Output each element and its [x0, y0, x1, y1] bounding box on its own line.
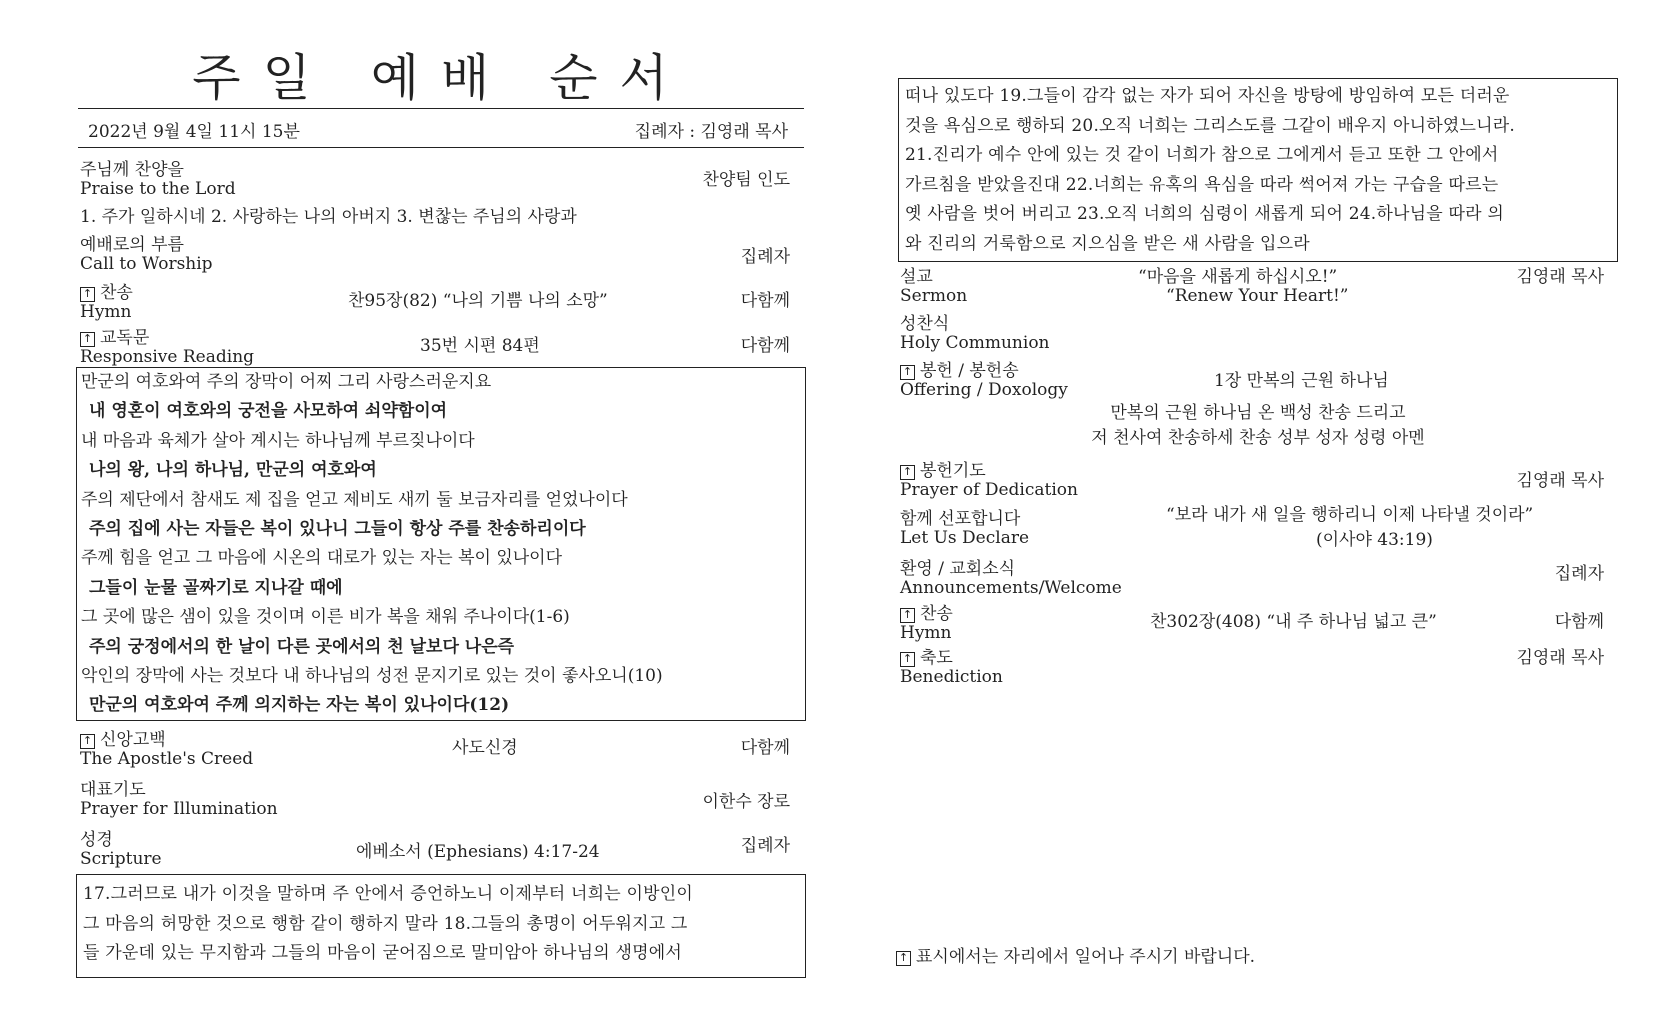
reading-line: 악인의 장막에 사는 것보다 내 하나님의 성전 문지기로 있는 것이 좋사오니(10): [81, 665, 663, 686]
stand-up-icon: ↑: [900, 365, 915, 380]
stand-up-icon: ↑: [900, 652, 915, 667]
scripture-ko: 성경: [80, 830, 113, 850]
call-leader: 집례자: [740, 247, 790, 267]
hymn2-en: Hymn: [900, 623, 952, 643]
scripture-line: 것을 욕심으로 행하되 20.오직 너희는 그리스도를 그같이 배우지 아니하였느니라.: [905, 115, 1515, 136]
creed-who: 다함께: [740, 738, 790, 758]
standing-footnote: [896, 942, 1255, 967]
stand-up-icon: ↑: [900, 465, 915, 480]
responsive-ko: 교독문: [100, 328, 150, 348]
scripture-line: 떠나 있도다 19.그들이 감각 없는 자가 되어 자신을 방탕에 방임하여 모든 더러운: [905, 86, 1510, 106]
welcome-en: Announcements/Welcome: [900, 578, 1122, 598]
responsive-en: Responsive Reading: [80, 347, 255, 367]
offering-ko: 봉헌 / 봉헌송: [920, 361, 1019, 381]
hymn2-title: 찬302장(408) “내 주 하나님 넓고 큰”: [1150, 612, 1437, 632]
reading-line: 주의 궁정에서의 한 날이 다른 곳에서의 천 날보다 나은즉: [89, 636, 515, 657]
hymn1-ko: 찬송: [100, 283, 133, 303]
scripture-line: 17.그러므로 내가 이것을 말하며 주 안에서 증언하노니 이제부터 너희는 이방인이: [83, 884, 693, 904]
scripture-line: 와 진리의 거룩함으로 지으심을 받은 새 사람을 입으라: [905, 233, 1310, 254]
page-title: 주일 예배 순서: [192, 49, 690, 107]
praise-ko: 주님께 찬양을: [80, 160, 184, 180]
stand-up-icon: ↑: [80, 332, 95, 347]
creed-en: The Apostle's Creed: [80, 749, 254, 769]
hymn2-ko: 찬송: [920, 604, 953, 624]
stand-up-icon: ↑: [896, 951, 911, 966]
service-date: 2022년 9월 4일 11시 15분: [88, 122, 300, 142]
creed-mid: 사도신경: [452, 738, 518, 758]
responsive-who: 다함께: [740, 336, 790, 356]
reading-line: 그들이 눈물 골짜기로 지나갈 때에: [89, 577, 343, 598]
service-leader: 집례자 : 김영래 목사: [634, 122, 788, 142]
stand-up-icon: ↑: [900, 608, 915, 623]
prayer-en: Prayer for Illumination: [80, 799, 278, 819]
responsive-passage: 35번 시편 84편: [420, 336, 540, 356]
scripture-continued-box: [898, 78, 1618, 262]
creed-ko: 신앙고백: [100, 730, 166, 750]
date-line: [78, 108, 804, 148]
footnote-text: 표시에서는 자리에서 일어나 주시기 바랍니다.: [916, 947, 1256, 967]
prayer-ko: 대표기도: [80, 780, 146, 800]
reading-line: 나의 왕, 나의 하나님, 만군의 여호와여: [89, 460, 377, 481]
benediction-en: Benediction: [900, 667, 1003, 687]
scripture-text-box: [76, 874, 806, 978]
declare-en: Let Us Declare: [900, 528, 1030, 548]
scripture-passage: 에베소서 (Ephesians) 4:17-24: [356, 842, 600, 862]
reading-line: 내 마음과 육체가 살아 계시는 하나님께 부르짖나이다: [81, 430, 475, 451]
reading-line: 주의 제단에서 참새도 제 집을 얻고 제비도 새끼 둘 보금자리를 얻었나이다: [81, 489, 628, 510]
declare-verse: “보라 내가 새 일을 행하리니 이제 나타낼 것이라”: [1166, 505, 1534, 525]
praise-en: Praise to the Lord: [80, 179, 236, 199]
sermon-title-ko: “마음을 새롭게 하십시오!”: [1138, 267, 1338, 287]
praise-songs: 1. 주가 일하시네 2. 사랑하는 나의 아버지 3. 변찮는 주님의 사랑과: [80, 207, 577, 227]
benediction-who: 김영래 목사: [1516, 648, 1604, 668]
responsive-reading-box: [76, 367, 806, 721]
reading-line: 내 영혼이 여호와의 궁전을 사모하여 쇠약함이여: [89, 401, 448, 422]
doxology-line-2: 저 천사여 찬송하세 찬송 성부 성자 성령 아멘: [1091, 428, 1425, 448]
declare-reference: (이사야 43:19): [1316, 530, 1433, 550]
offering-hymn: 1장 만복의 근원 하나님: [1214, 371, 1389, 391]
communion-en: Holy Communion: [900, 333, 1050, 353]
communion-ko: 성찬식: [900, 314, 950, 334]
hymn1-title: 찬95장(82) “나의 기쁨 나의 소망”: [348, 291, 608, 311]
hymn1-who: 다함께: [740, 291, 790, 311]
stand-up-icon: ↑: [80, 287, 95, 302]
prayer-who: 이한수 장로: [702, 792, 790, 812]
reading-line: 그 곳에 많은 샘이 있을 것이며 이른 비가 복을 채워 주나이다(1-6): [81, 607, 570, 628]
reading-line: 주의 집에 사는 자들은 복이 있나니 그들이 항상 주를 찬송하리이다: [89, 518, 586, 539]
scripture-line: 들 가운데 있는 무지함과 그들의 마음이 굳어짐으로 말미암아 하나님의 생명에서: [83, 943, 682, 963]
sermon-ko: 설교: [900, 267, 933, 287]
scripture-en: Scripture: [80, 849, 162, 869]
call-en: Call to Worship: [80, 254, 213, 274]
reading-line: 만군의 여호와여 주께 의지하는 자는 복이 있나이다(12): [89, 695, 510, 716]
dedication-ko: 봉헌기도: [920, 461, 986, 481]
sermon-title-en: “Renew Your Heart!”: [1166, 286, 1349, 306]
scripture-who: 집례자: [740, 836, 790, 856]
benediction-ko: 축도: [920, 648, 953, 668]
stand-up-icon: ↑: [80, 734, 95, 749]
reading-line: 주께 힘을 얻고 그 마음에 시온의 대로가 있는 자는 복이 있나이다: [81, 548, 563, 569]
reading-line: 만군의 여호와여 주의 장막이 어찌 그리 사랑스러운지요: [81, 372, 492, 392]
welcome-who: 집례자: [1554, 564, 1604, 584]
sermon-preacher: 김영래 목사: [1516, 267, 1604, 287]
declare-ko: 함께 선포합니다: [900, 509, 1021, 529]
scripture-line: 그 마음의 허망한 것으로 행함 같이 행하지 말라 18.그들의 총명이 어두워지고 그: [83, 913, 688, 934]
dedication-who: 김영래 목사: [1516, 471, 1604, 491]
offering-en: Offering / Doxology: [900, 380, 1068, 400]
sermon-en: Sermon: [900, 286, 968, 306]
hymn2-who: 다함께: [1554, 612, 1604, 632]
praise-leader: 찬양팀 인도: [702, 170, 790, 190]
dedication-en: Prayer of Dedication: [900, 480, 1078, 500]
scripture-line: 가르침을 받았을진대 22.너희는 유혹의 욕심을 따라 썩어져 가는 구습을 따르는: [905, 174, 1499, 195]
doxology-line-1: 만복의 근원 하나님 온 백성 찬송 드리고: [1110, 403, 1406, 423]
scripture-line: 옛 사람을 벗어 버리고 23.오직 너희의 심령이 새롭게 되어 24.하나님을 따라 의: [905, 204, 1504, 224]
scripture-line: 21.진리가 예수 안에 있는 것 같이 너희가 참으로 그에게서 듣고 또한 그 안에서: [905, 145, 1499, 165]
call-ko: 예배로의 부름: [80, 235, 184, 255]
hymn1-en: Hymn: [80, 302, 132, 322]
welcome-ko: 환영 / 교회소식: [900, 559, 1016, 579]
